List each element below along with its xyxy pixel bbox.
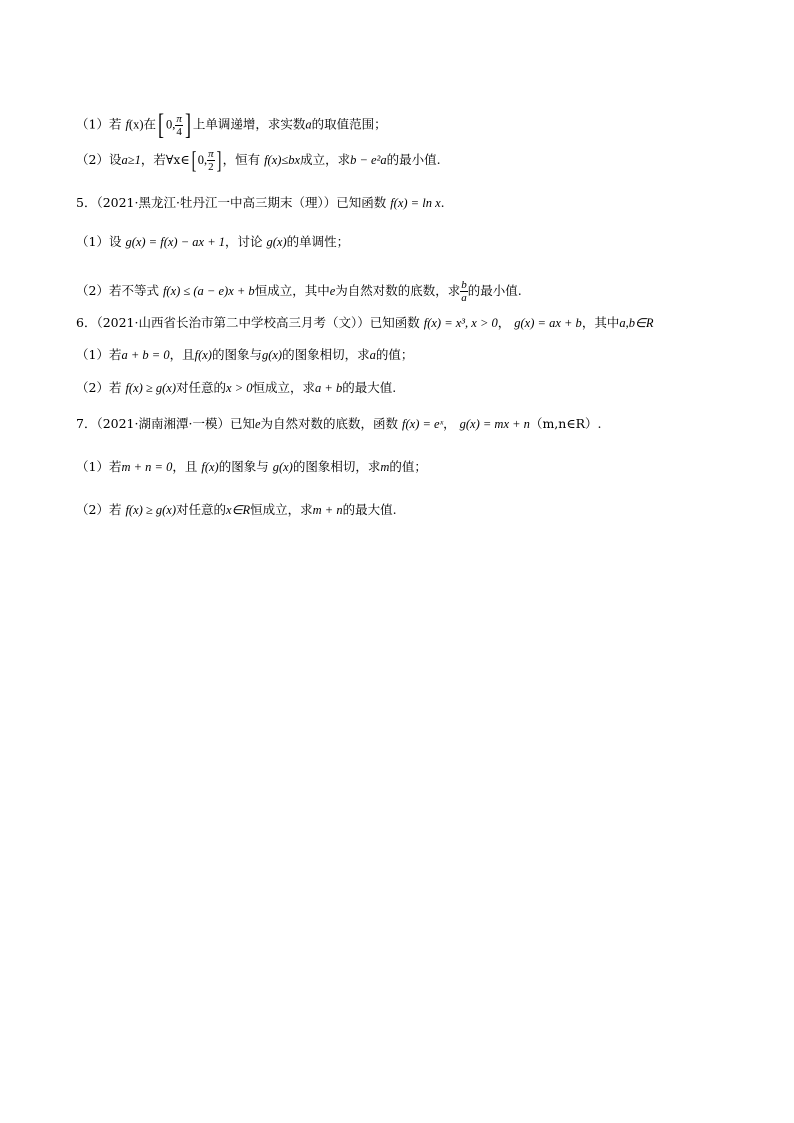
question-7-part-2: （2）若 f(x) ≥ g(x)对任意的x∈R恒成立，求m + n的最大值. [76,502,397,517]
fraction-pi-over-2: $\frac{\pi}{2}$ [208,148,214,173]
question-5-part-2: （2）若不等式 f(x) ≤ (a − e)x + b恒成立，其中e为自然对数的底数，求 $\frac{b}{a}$ 的最小值. [76,279,522,304]
question-5: 5．（2021·黑龙江·牡丹江一中高三期末（理））已知函数 f(x) = ln x. [76,195,445,210]
fraction-pi-over-4: $\frac{\pi}{4}$ [176,112,182,138]
question-6-part-2: （2）若 f(x) ≥ g(x)对任意的x > 0恒成立，求a + b的最大值. [76,380,397,395]
question-7: 7．（2021·湖南湘潭·一模）已知e为自然对数的底数，函数 f(x) = eˣ， g(x) = mx + n（m,n∈R）. [76,416,602,431]
question-4-part-2: （2）设a≥1，若∀x∈[ 0, $\frac{\pi}{2}$ ] ，恒有 f(x)≤bx成立，求b − e²a的最小值. [76,147,441,174]
question-6: 6．（2021·山西省长治市第二中学校高三月考（文））已知函数 f(x) = x³, x > 0， g(x) = ax + b，其中a,b∈R [76,315,654,330]
question-6-part-1: （1）若a + b = 0，且f(x)的图象与g(x)的图象相切，求a的值； [76,347,414,362]
question-5-part-1: （1）设 g(x) = f(x) − ax + 1，讨论 g(x)的单调性； [76,234,350,249]
question-7-part-1: （1）若m + n = 0，且 f(x)的图象与 g(x)的图象相切，求m的值； [76,459,427,474]
fraction-b-over-a: $\frac{b}{a}$ [461,279,467,304]
question-4-part-1: （1）若 f(x)在[ 0, $\frac{\pi}{4}$ ] 上单调递增，求实数a的取值范围； [76,108,387,141]
